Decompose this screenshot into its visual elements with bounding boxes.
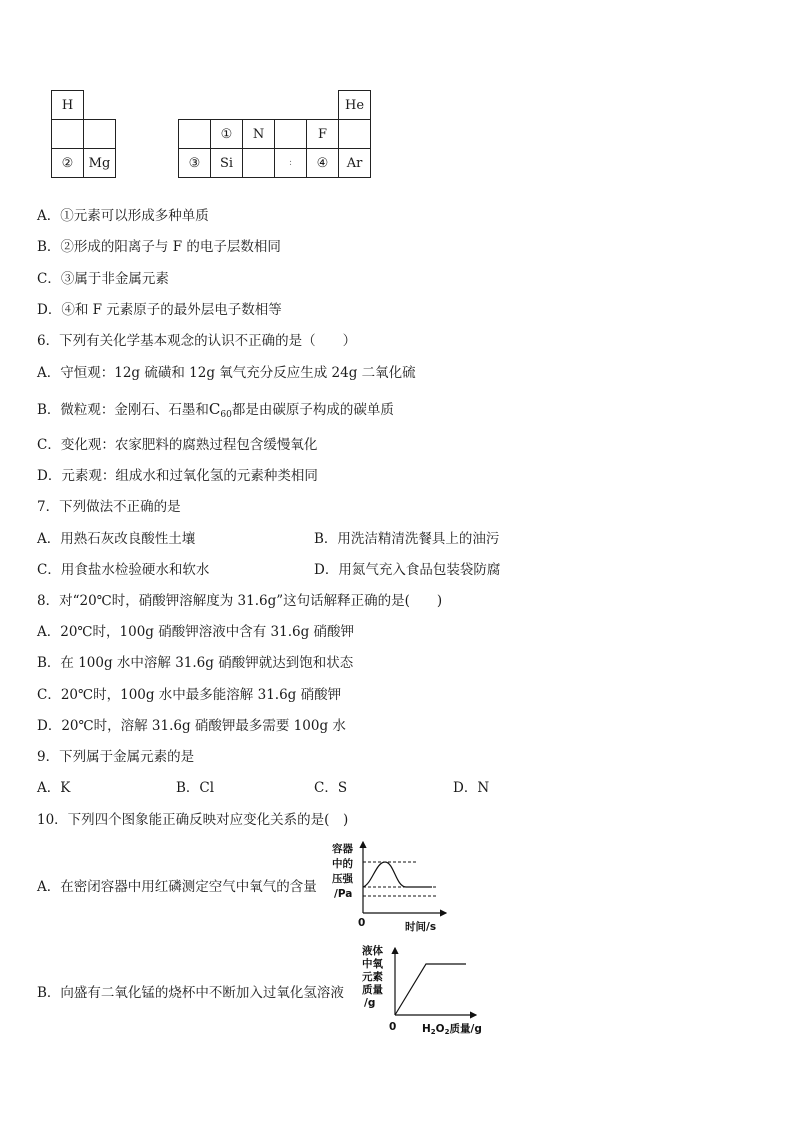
cell-empty: [84, 120, 116, 149]
graph-b-origin: 0: [389, 1021, 397, 1033]
cell-marker-2: ②: [52, 149, 84, 178]
cell-si: Si: [211, 149, 243, 178]
graph-a-ylabel-3: 压强: [332, 873, 353, 885]
cell-marker-3: ③: [179, 149, 211, 178]
graph-a-ylabel-4: /Pa: [334, 888, 353, 900]
q7-stem: 7．下列做法不正确的是: [37, 499, 181, 515]
graph-b-oxygen-mass: [356, 942, 496, 1040]
cell-marker-4: ④: [307, 149, 339, 178]
cell-f: F: [307, 120, 339, 149]
graph-a-pressure: [328, 838, 453, 936]
graph-a-origin: 0: [358, 917, 366, 929]
q9-option-b: B．Cl: [176, 780, 215, 796]
q7-option-a: A．用熟石灰改良酸性土壤: [37, 531, 196, 547]
q7-option-b: B．用洗洁精清洗餐具上的油污: [314, 531, 500, 547]
graph-a-ylabel-2: 中的: [332, 858, 353, 870]
q5-option-b: B．②形成的阳离子与 F 的电子层数相同: [37, 239, 281, 255]
cell-dots: :: [275, 149, 307, 178]
cell-n: N: [243, 120, 275, 149]
q10-option-b: B．向盛有二氧化锰的烧杯中不断加入过氧化氢溶液: [37, 985, 344, 1001]
periodic-table-fragment: [51, 90, 371, 178]
graph-a-ylabel-1: 容器: [332, 843, 353, 855]
cell-empty: [52, 120, 84, 149]
graph-b-ylabel-5: /g: [364, 997, 376, 1009]
q6-b-suffix: 都是由碳原子构成的碳单质: [231, 402, 394, 418]
q5-option-c: C．③属于非金属元素: [37, 271, 169, 287]
q8-option-c: C．20℃时，100g 水中最多能溶解 31.6g 硝酸钾: [37, 687, 342, 703]
q8-stem: 8．对“20℃时，硝酸钾溶解度为 31.6g”这句话解释正确的是( ): [37, 593, 443, 609]
q8-option-a: A．20℃时，100g 硝酸钾溶液中含有 31.6g 硝酸钾: [37, 624, 355, 640]
q7-option-d: D．用氮气充入食品包装袋防腐: [314, 562, 501, 578]
cell-empty: [275, 120, 307, 149]
cell-empty: [243, 149, 275, 178]
cell-ar: Ar: [339, 149, 371, 178]
graph-b-ylabel-3: 元素: [362, 971, 383, 983]
q6-option-a: A．守恒观：12g 硫磺和 12g 氧气充分反应生成 24g 二氧化硫: [37, 365, 416, 381]
q6-option-b: [37, 400, 394, 424]
cell-marker-1: ①: [211, 120, 243, 149]
q9-option-a: A．K: [37, 780, 71, 796]
q6-option-c: C．变化观：农家肥料的腐熟过程包含缓慢氧化: [37, 437, 318, 453]
q5-option-a: A．①元素可以形成多种单质: [37, 208, 209, 224]
table-row: [52, 120, 371, 149]
cell-h: H: [52, 91, 84, 120]
table-row: [52, 149, 371, 178]
q5-option-d: D．④和 F 元素原子的最外层电子数相等: [37, 302, 282, 318]
cell-he: He: [339, 91, 371, 120]
cell-mg: Mg: [84, 149, 116, 178]
graph-a-curve: [363, 862, 432, 887]
q9-stem: 9．下列属于金属元素的是: [37, 749, 195, 765]
graph-a-xlabel: 时间/s: [405, 921, 437, 933]
q8-option-b: B．在 100g 水中溶解 31.6g 硝酸钾就达到饱和状态: [37, 655, 354, 671]
q6-option-d: D．元素观：组成水和过氧化氢的元素种类相同: [37, 468, 318, 484]
q6-stem: 6．下列有关化学基本观念的认识不正确的是（ ）: [37, 333, 357, 349]
q10-stem: 10．下列四个图象能正确反映对应变化关系的是( ): [37, 812, 349, 828]
c60-formula: $C_{60}$: [208, 400, 232, 420]
cell-empty: [339, 120, 371, 149]
table-row: [52, 91, 371, 120]
q10-option-a: A．在密闭容器中用红磷测定空气中氧气的含量: [37, 879, 317, 895]
q7-option-c: C．用食盐水检验硬水和软水: [37, 562, 210, 578]
q9-option-c: C．S: [314, 780, 348, 796]
graph-b-curve: [395, 964, 466, 1015]
graph-b-ylabel-2: 中氧: [362, 958, 383, 970]
graph-b-ylabel-4: 质量: [362, 984, 383, 996]
q6-b-prefix: B．微粒观：金刚石、石墨和: [37, 402, 209, 418]
graph-b-ylabel-1: 液体: [362, 945, 383, 957]
q8-option-d: D．20℃时，溶解 31.6g 硝酸钾最多需要 100g 水: [37, 718, 346, 734]
q9-option-d: D．N: [453, 780, 490, 796]
cell-empty: [179, 120, 211, 149]
graph-b-xlabel: H2O2质量/g: [422, 1023, 482, 1036]
